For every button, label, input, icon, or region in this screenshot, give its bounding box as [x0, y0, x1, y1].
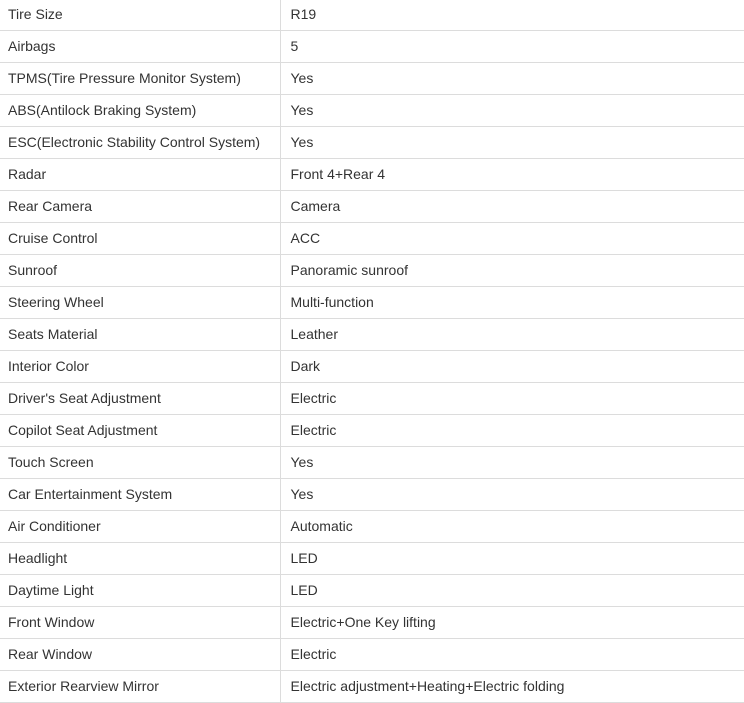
spec-value: LED — [280, 575, 744, 607]
spec-label: Sunroof — [0, 255, 280, 287]
spec-label: Seats Material — [0, 319, 280, 351]
spec-value: Camera — [280, 191, 744, 223]
spec-label: Interior Color — [0, 351, 280, 383]
table-row — [0, 223, 744, 255]
spec-label: Rear Camera — [0, 191, 280, 223]
spec-value: Automatic — [280, 511, 744, 543]
table-row — [0, 255, 744, 287]
spec-label: Steering Wheel — [0, 287, 280, 319]
spec-label: Front Window — [0, 607, 280, 639]
table-row — [0, 127, 744, 159]
table-row — [0, 415, 744, 447]
table-row — [0, 383, 744, 415]
spec-label: Touch Screen — [0, 447, 280, 479]
spec-label: Air Conditioner — [0, 511, 280, 543]
spec-value: Yes — [280, 63, 744, 95]
spec-label: Airbags — [0, 31, 280, 63]
table-row — [0, 479, 744, 511]
spec-label: TPMS(Tire Pressure Monitor System) — [0, 63, 280, 95]
table-row — [0, 159, 744, 191]
table-row — [0, 319, 744, 351]
spec-value: Front 4+Rear 4 — [280, 159, 744, 191]
spec-value: Yes — [280, 127, 744, 159]
spec-value: Electric — [280, 415, 744, 447]
table-row — [0, 575, 744, 607]
spec-label: Rear Window — [0, 639, 280, 671]
spec-value: Yes — [280, 479, 744, 511]
table-row — [0, 191, 744, 223]
spec-value: Electric — [280, 383, 744, 415]
table-row — [0, 287, 744, 319]
spec-label: Tire Size — [0, 0, 280, 31]
spec-value: 5 — [280, 31, 744, 63]
spec-value: LED — [280, 543, 744, 575]
table-row — [0, 351, 744, 383]
table-row — [0, 607, 744, 639]
spec-label: Exterior Rearview Mirror — [0, 671, 280, 703]
spec-value: Panoramic sunroof — [280, 255, 744, 287]
spec-label: ESC(Electronic Stability Control System) — [0, 127, 280, 159]
spec-value: R19 — [280, 0, 744, 31]
spec-value: Leather — [280, 319, 744, 351]
table-row — [0, 95, 744, 127]
spec-value: Electric+One Key lifting — [280, 607, 744, 639]
spec-label: Copilot Seat Adjustment — [0, 415, 280, 447]
spec-label: Driver's Seat Adjustment — [0, 383, 280, 415]
spec-label: Car Entertainment System — [0, 479, 280, 511]
table-row — [0, 671, 744, 703]
spec-label: Headlight — [0, 543, 280, 575]
spec-value: Electric — [280, 639, 744, 671]
spec-label: Daytime Light — [0, 575, 280, 607]
spec-value: Multi-function — [280, 287, 744, 319]
table-row — [0, 639, 744, 671]
spec-value: ACC — [280, 223, 744, 255]
spec-value: Electric adjustment+Heating+Electric folding — [280, 671, 744, 703]
table-row — [0, 63, 744, 95]
table-row — [0, 543, 744, 575]
spec-label: Radar — [0, 159, 280, 191]
spec-label: ABS(Antilock Braking System) — [0, 95, 280, 127]
table-row — [0, 447, 744, 479]
table-row — [0, 31, 744, 63]
table-row — [0, 0, 744, 31]
spec-value: Dark — [280, 351, 744, 383]
spec-label: Cruise Control — [0, 223, 280, 255]
spec-value: Yes — [280, 447, 744, 479]
spec-value: Yes — [280, 95, 744, 127]
table-row — [0, 511, 744, 543]
